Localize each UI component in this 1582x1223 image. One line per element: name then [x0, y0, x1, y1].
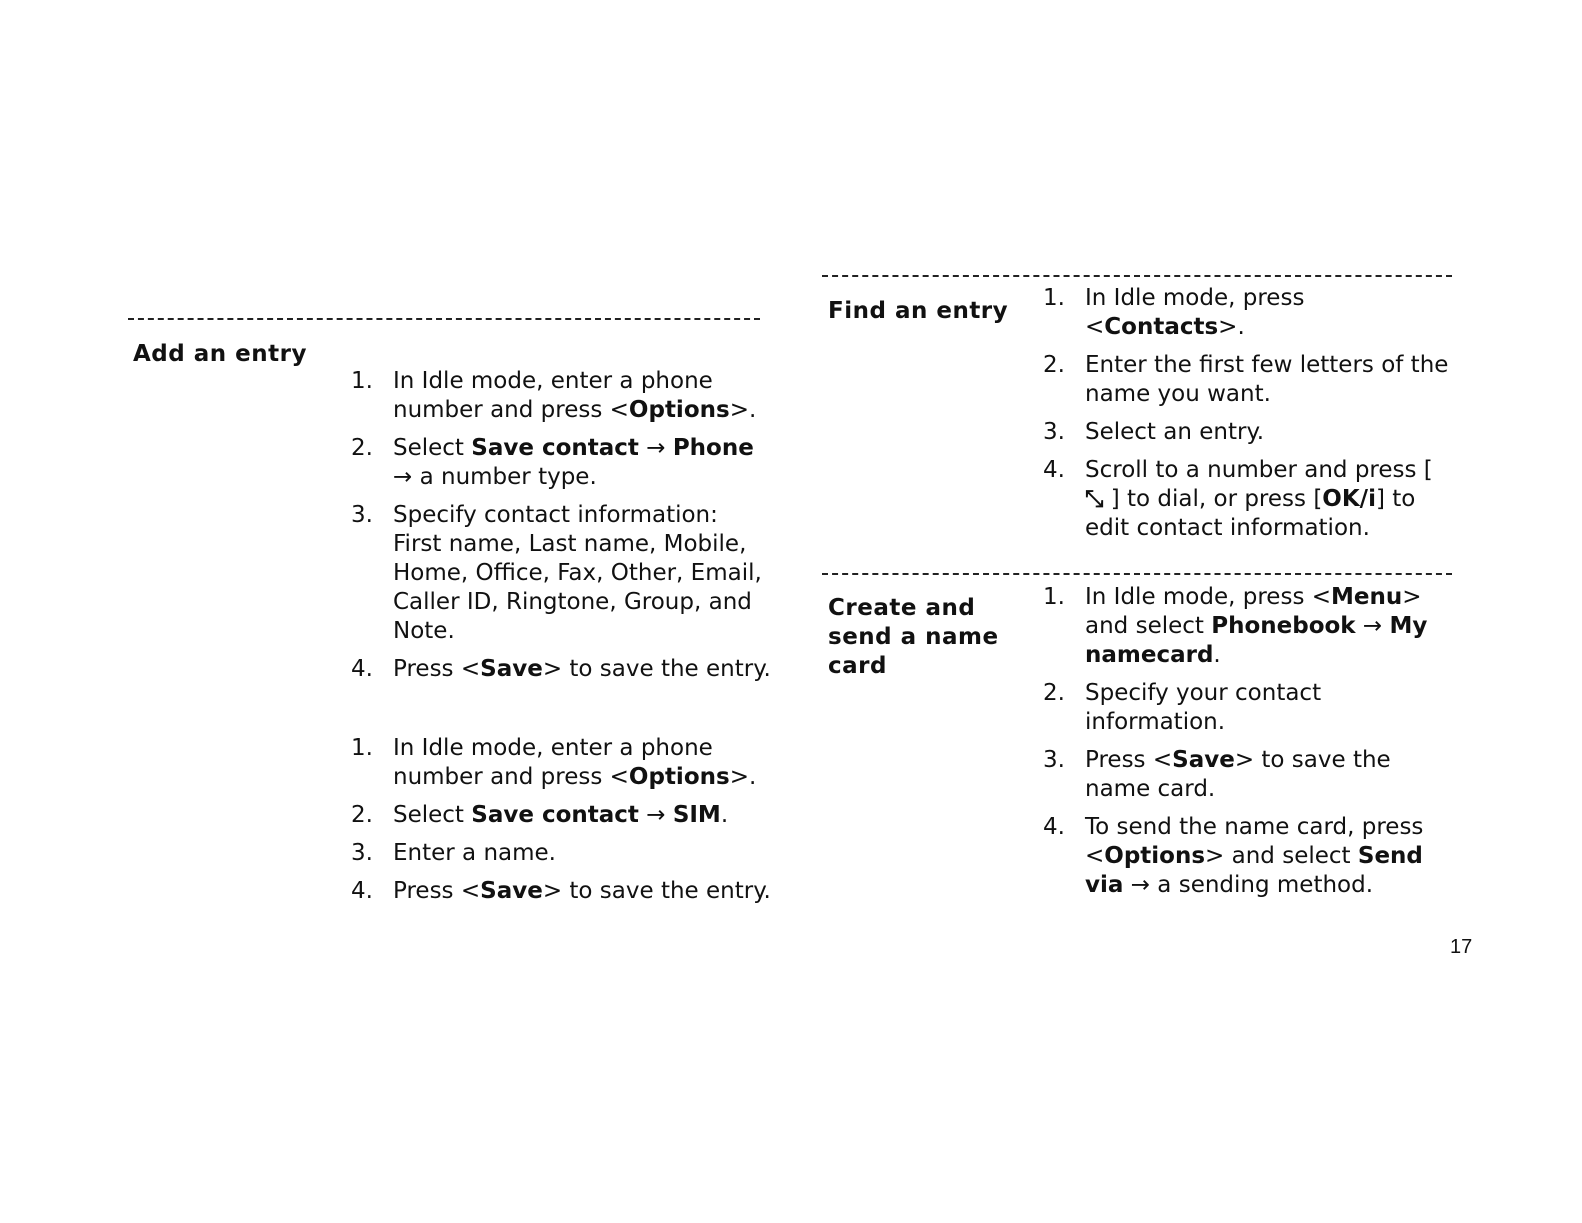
step-item [351, 501, 771, 646]
step-number: 2. [1043, 680, 1065, 706]
step-bold-text: Options [628, 764, 730, 790]
step-text: . [720, 802, 729, 828]
step-number: 2. [351, 435, 373, 461]
step-bold-text: Save contact [471, 435, 639, 461]
step-text: Select [393, 435, 472, 461]
step-text: ] to dial, or press [ [1103, 486, 1323, 512]
step-item [351, 655, 771, 684]
step-item [1043, 813, 1455, 900]
name-card-steps [1043, 583, 1455, 909]
step-item [351, 839, 771, 868]
step-bold-text: My namecard [1085, 613, 1428, 668]
step-text: Press < [393, 878, 481, 904]
name-card-heading [828, 594, 1028, 681]
step-text: Specify your contact information. [1085, 680, 1322, 735]
name-card-heading-line: Create and [828, 595, 976, 621]
step-bold-text: Options [628, 397, 730, 423]
step-text: >. [729, 764, 757, 790]
step-text: Specify contact information: First name, Last name, Mobile, Home, Office, Fax, Other, Email, Caller ID, Ringtone, Group, and Note. [393, 502, 762, 644]
step-number: 2. [351, 802, 373, 828]
step-number: 3. [351, 840, 373, 866]
add-entry-sim-steps [351, 734, 771, 915]
step-text: ] to edit contact information. [1085, 486, 1416, 541]
step-number: 1. [1043, 285, 1065, 311]
step-text: In Idle mode, enter a phone number and press [393, 368, 713, 423]
step-item [351, 734, 771, 792]
step-item [1043, 679, 1455, 737]
step-item [351, 877, 771, 906]
step-text: < [609, 397, 629, 423]
step-bold-text: Save contact [471, 802, 639, 828]
step-text: Press < [393, 656, 481, 682]
step-bold-text: Options [1104, 843, 1206, 869]
step-number: 4. [351, 656, 373, 682]
section-divider-card [822, 573, 1452, 575]
step-number: 3. [351, 502, 373, 528]
step-text: In Idle mode, enter a phone number and press < [393, 735, 713, 790]
section-divider-find [822, 275, 1452, 277]
step-text: Press < [1085, 747, 1173, 773]
step-text: Enter a name. [393, 840, 556, 866]
section-divider-left [128, 318, 760, 320]
step-text: > to save the name card. [1085, 747, 1391, 802]
step-text: To send the name card, press < [1085, 814, 1424, 869]
step-item [1043, 418, 1455, 447]
step-text: > to save the entry. [542, 878, 771, 904]
step-text: → [1355, 613, 1390, 639]
step-bold-text: Send via [1085, 843, 1423, 898]
step-text: → a number type. [393, 464, 597, 490]
step-text: In Idle mode, press < [1085, 285, 1305, 340]
step-bold-text: Save [480, 878, 543, 904]
step-item [1043, 284, 1455, 342]
step-number: 2. [1043, 352, 1065, 378]
step-bold-text: Phone [672, 435, 754, 461]
dial-key-icon: ⤡ [1085, 486, 1104, 512]
step-text: In Idle mode, press < [1085, 584, 1332, 610]
add-entry-phone-steps [351, 367, 771, 693]
step-number: 1. [351, 735, 373, 761]
step-number: 3. [1043, 747, 1065, 773]
step-text: . [1213, 642, 1221, 668]
step-text: > to save the entry. [542, 656, 771, 682]
ok-key-icon: OK/i [1322, 486, 1376, 512]
step-text: >. [1218, 314, 1245, 340]
step-number: 4. [351, 878, 373, 904]
step-item [351, 434, 771, 492]
step-item [1043, 456, 1455, 543]
step-number: 1. [351, 368, 373, 394]
step-text: Select [393, 802, 472, 828]
step-text: >. [729, 397, 757, 423]
step-bold-text: Contacts [1104, 314, 1219, 340]
step-bold-text: Save [1172, 747, 1235, 773]
step-number: 4. [1043, 814, 1065, 840]
step-number: 3. [1043, 419, 1065, 445]
step-text: → a sending method. [1123, 872, 1374, 898]
step-item [1043, 351, 1455, 409]
name-card-heading-line: send a name [828, 624, 999, 650]
step-text: Scroll to a number and press [ [1085, 457, 1433, 483]
page-number: 17 [1450, 936, 1473, 958]
step-bold-text: Menu [1331, 584, 1403, 610]
step-number: 1. [1043, 584, 1065, 610]
find-entry-heading: Find an entry [828, 298, 1009, 324]
step-bold-text: Save [480, 656, 543, 682]
step-item [1043, 746, 1455, 804]
add-entry-heading: Add an entry [133, 341, 307, 367]
step-text: Enter the first few letters of the name you want. [1085, 352, 1449, 407]
step-bold-text: Phonebook [1211, 613, 1356, 639]
step-text: → [638, 435, 673, 461]
step-text: > and select [1205, 843, 1358, 869]
step-text: Select an entry. [1085, 419, 1265, 445]
find-entry-steps [1043, 284, 1455, 552]
name-card-heading-line: card [828, 653, 887, 679]
step-bold-text: SIM [672, 802, 721, 828]
step-item [351, 801, 771, 830]
step-number: 4. [1043, 457, 1065, 483]
step-item [1043, 583, 1455, 670]
step-item [351, 367, 771, 425]
step-text: > and select [1085, 584, 1422, 639]
step-text: → [638, 802, 673, 828]
